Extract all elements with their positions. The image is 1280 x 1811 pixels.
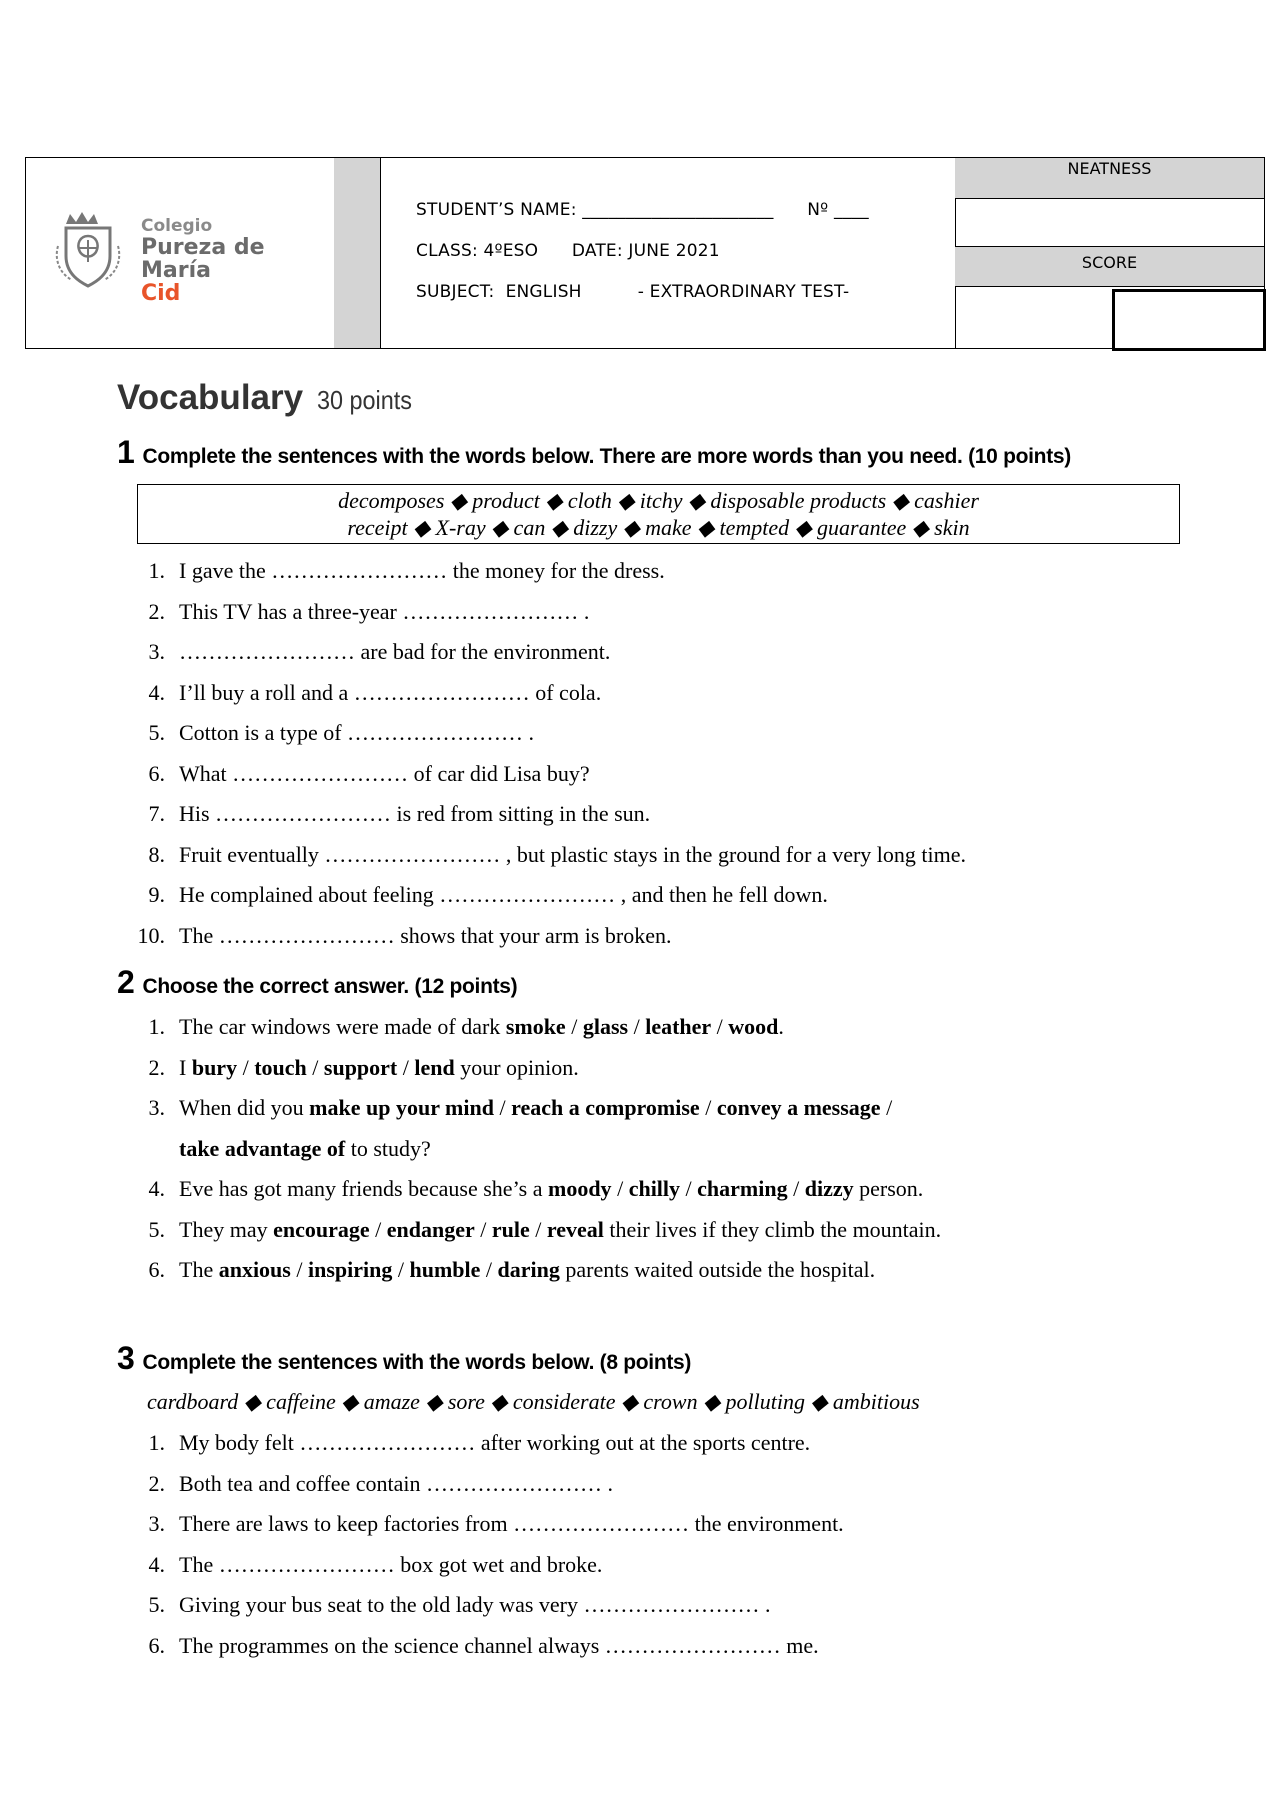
ex2-heading <box>117 964 517 1001</box>
option[interactable]: make up your mind <box>309 1095 494 1120</box>
option[interactable]: reach a compromise <box>511 1095 700 1120</box>
list-item[interactable]: 8. Fruit eventually …………………… , but plastic stays in the ground for a very long time. <box>148 841 966 867</box>
list-item[interactable]: 5. Cotton is a type of …………………… . <box>148 720 535 745</box>
school-logo <box>48 206 318 307</box>
option[interactable]: reveal <box>546 1216 604 1242</box>
list-item[interactable]: 9. He complained about feeling …………………… , and then he fell down. <box>148 882 828 907</box>
crest-icon <box>48 206 138 296</box>
option[interactable]: glass <box>582 1014 629 1039</box>
header-table <box>25 157 1265 349</box>
option[interactable]: dizzy <box>804 1176 854 1201</box>
list-item[interactable]: 6. The programmes on the science channel always …………………… me. <box>148 1632 819 1658</box>
ex1-wordbox <box>137 484 1180 544</box>
ex1-number: 1 <box>117 434 135 470</box>
option[interactable]: convey a message <box>716 1095 881 1120</box>
option[interactable]: take advantage of <box>179 1135 346 1161</box>
list-item: 3. When did you make up your mind / reach a compromise / convey a message / <box>148 1095 893 1120</box>
subject-line: SUBJECT: ENGLISH - EXTRAORDINARY TEST- <box>416 282 850 302</box>
score-label: SCORE <box>955 247 1264 287</box>
student-info <box>382 158 956 348</box>
list-item[interactable]: 1. I gave the …………………… the money for the dress. <box>148 558 665 583</box>
option[interactable]: leather <box>645 1014 712 1039</box>
ex2-title: Choose the correct answer. (12 points) <box>142 975 518 998</box>
grey-column <box>334 158 381 348</box>
ex1-title: Complete the sentences with the words below. There are more words than you need. (10 points) <box>142 445 1071 468</box>
option[interactable]: touch <box>254 1054 307 1080</box>
list-item-continued: take advantage of to study? <box>179 1135 431 1161</box>
ex3-wordline: cardboard ◆ caffeine ◆ amaze ◆ sore ◆ considerate ◆ crown ◆ polluting ◆ ambitious <box>147 1389 920 1414</box>
score-box[interactable] <box>1112 289 1266 351</box>
school-label: Colegio <box>141 216 213 236</box>
ex1-heading <box>117 434 1071 471</box>
list-item: 1. The car windows were made of dark smoke / glass / leather / wood. <box>148 1014 784 1039</box>
option[interactable]: daring <box>497 1257 560 1282</box>
ex1-words-line2: receipt ◆ X-ray ◆ can ◆ dizzy ◆ make ◆ tempted ◆ guarantee ◆ skin <box>347 515 970 540</box>
list-item[interactable]: 7. His …………………… is red from sitting in the sun. <box>148 801 651 826</box>
option[interactable]: chilly <box>628 1176 681 1201</box>
grading-cell <box>955 158 1264 348</box>
list-item[interactable]: 10. The …………………… shows that your arm is broken. <box>137 922 672 948</box>
option[interactable]: bury <box>191 1054 238 1080</box>
list-item[interactable]: 5. Giving your bus seat to the old lady was very …………………… . <box>148 1592 771 1617</box>
option[interactable]: rule <box>491 1216 530 1242</box>
option[interactable]: charming <box>697 1176 788 1201</box>
list-item[interactable]: 3. There are laws to keep factories from …………………… the environment. <box>148 1511 844 1536</box>
school-name: Pureza de María <box>141 234 265 283</box>
ex3-number: 3 <box>117 1340 135 1376</box>
ex1-words-line1: decomposes ◆ product ◆ cloth ◆ itchy ◆ disposable products ◆ cashier <box>338 488 979 513</box>
option[interactable]: smoke <box>505 1014 566 1039</box>
ex2-number: 2 <box>117 964 135 1000</box>
list-item[interactable]: 2. Both tea and coffee contain …………………… . <box>148 1470 613 1496</box>
option[interactable]: lend <box>414 1054 455 1080</box>
section-points: 30 points <box>317 385 413 415</box>
list-item[interactable]: 4. I’ll buy a roll and a …………………… of cola. <box>148 679 602 705</box>
section-title-text: Vocabulary <box>117 378 304 417</box>
list-item[interactable]: 3. …………………… are bad for the environment. <box>148 639 611 664</box>
list-item[interactable]: 2. This TV has a three-year …………………… . <box>148 598 590 624</box>
class-date-line: CLASS: 4ºESO DATE: JUNE 2021 <box>416 241 720 261</box>
section-title <box>117 378 423 418</box>
neatness-label: NEATNESS <box>955 158 1264 199</box>
school-place: Cid <box>141 281 181 307</box>
ex3-heading <box>117 1340 691 1377</box>
ex3-title: Complete the sentences with the words below. (8 points) <box>142 1351 692 1374</box>
list-item: 6. The anxious / inspiring / humble / daring parents waited outside the hospital. <box>148 1257 876 1282</box>
list-item: 4. Eve has got many friends because she’s a moody / chilly / charming / dizzy person. <box>148 1176 924 1201</box>
list-item: 2. I bury / touch / support / lend your opinion. <box>148 1054 579 1080</box>
option[interactable]: anxious <box>218 1257 291 1282</box>
list-item[interactable]: 1. My body felt …………………… after working out at the sports centre. <box>148 1430 811 1455</box>
option[interactable]: humble <box>409 1257 481 1282</box>
list-item[interactable]: 4. The …………………… box got wet and broke. <box>148 1551 603 1577</box>
option[interactable]: support <box>323 1054 398 1080</box>
student-name-line[interactable]: STUDENT’S NAME: ______________________ Nº ____ <box>416 200 869 220</box>
option[interactable]: encourage <box>273 1216 370 1242</box>
option[interactable]: endanger <box>386 1216 475 1242</box>
list-item[interactable]: 6. What …………………… of car did Lisa buy? <box>148 760 590 786</box>
option[interactable]: inspiring <box>307 1257 393 1282</box>
option[interactable]: moody <box>548 1176 612 1201</box>
list-item: 5. They may encourage / endanger / rule / reveal their lives if they climb the mountain. <box>148 1216 942 1242</box>
logo-cell <box>26 158 335 348</box>
neatness-box[interactable] <box>955 198 1264 247</box>
option[interactable]: wood <box>728 1014 779 1039</box>
